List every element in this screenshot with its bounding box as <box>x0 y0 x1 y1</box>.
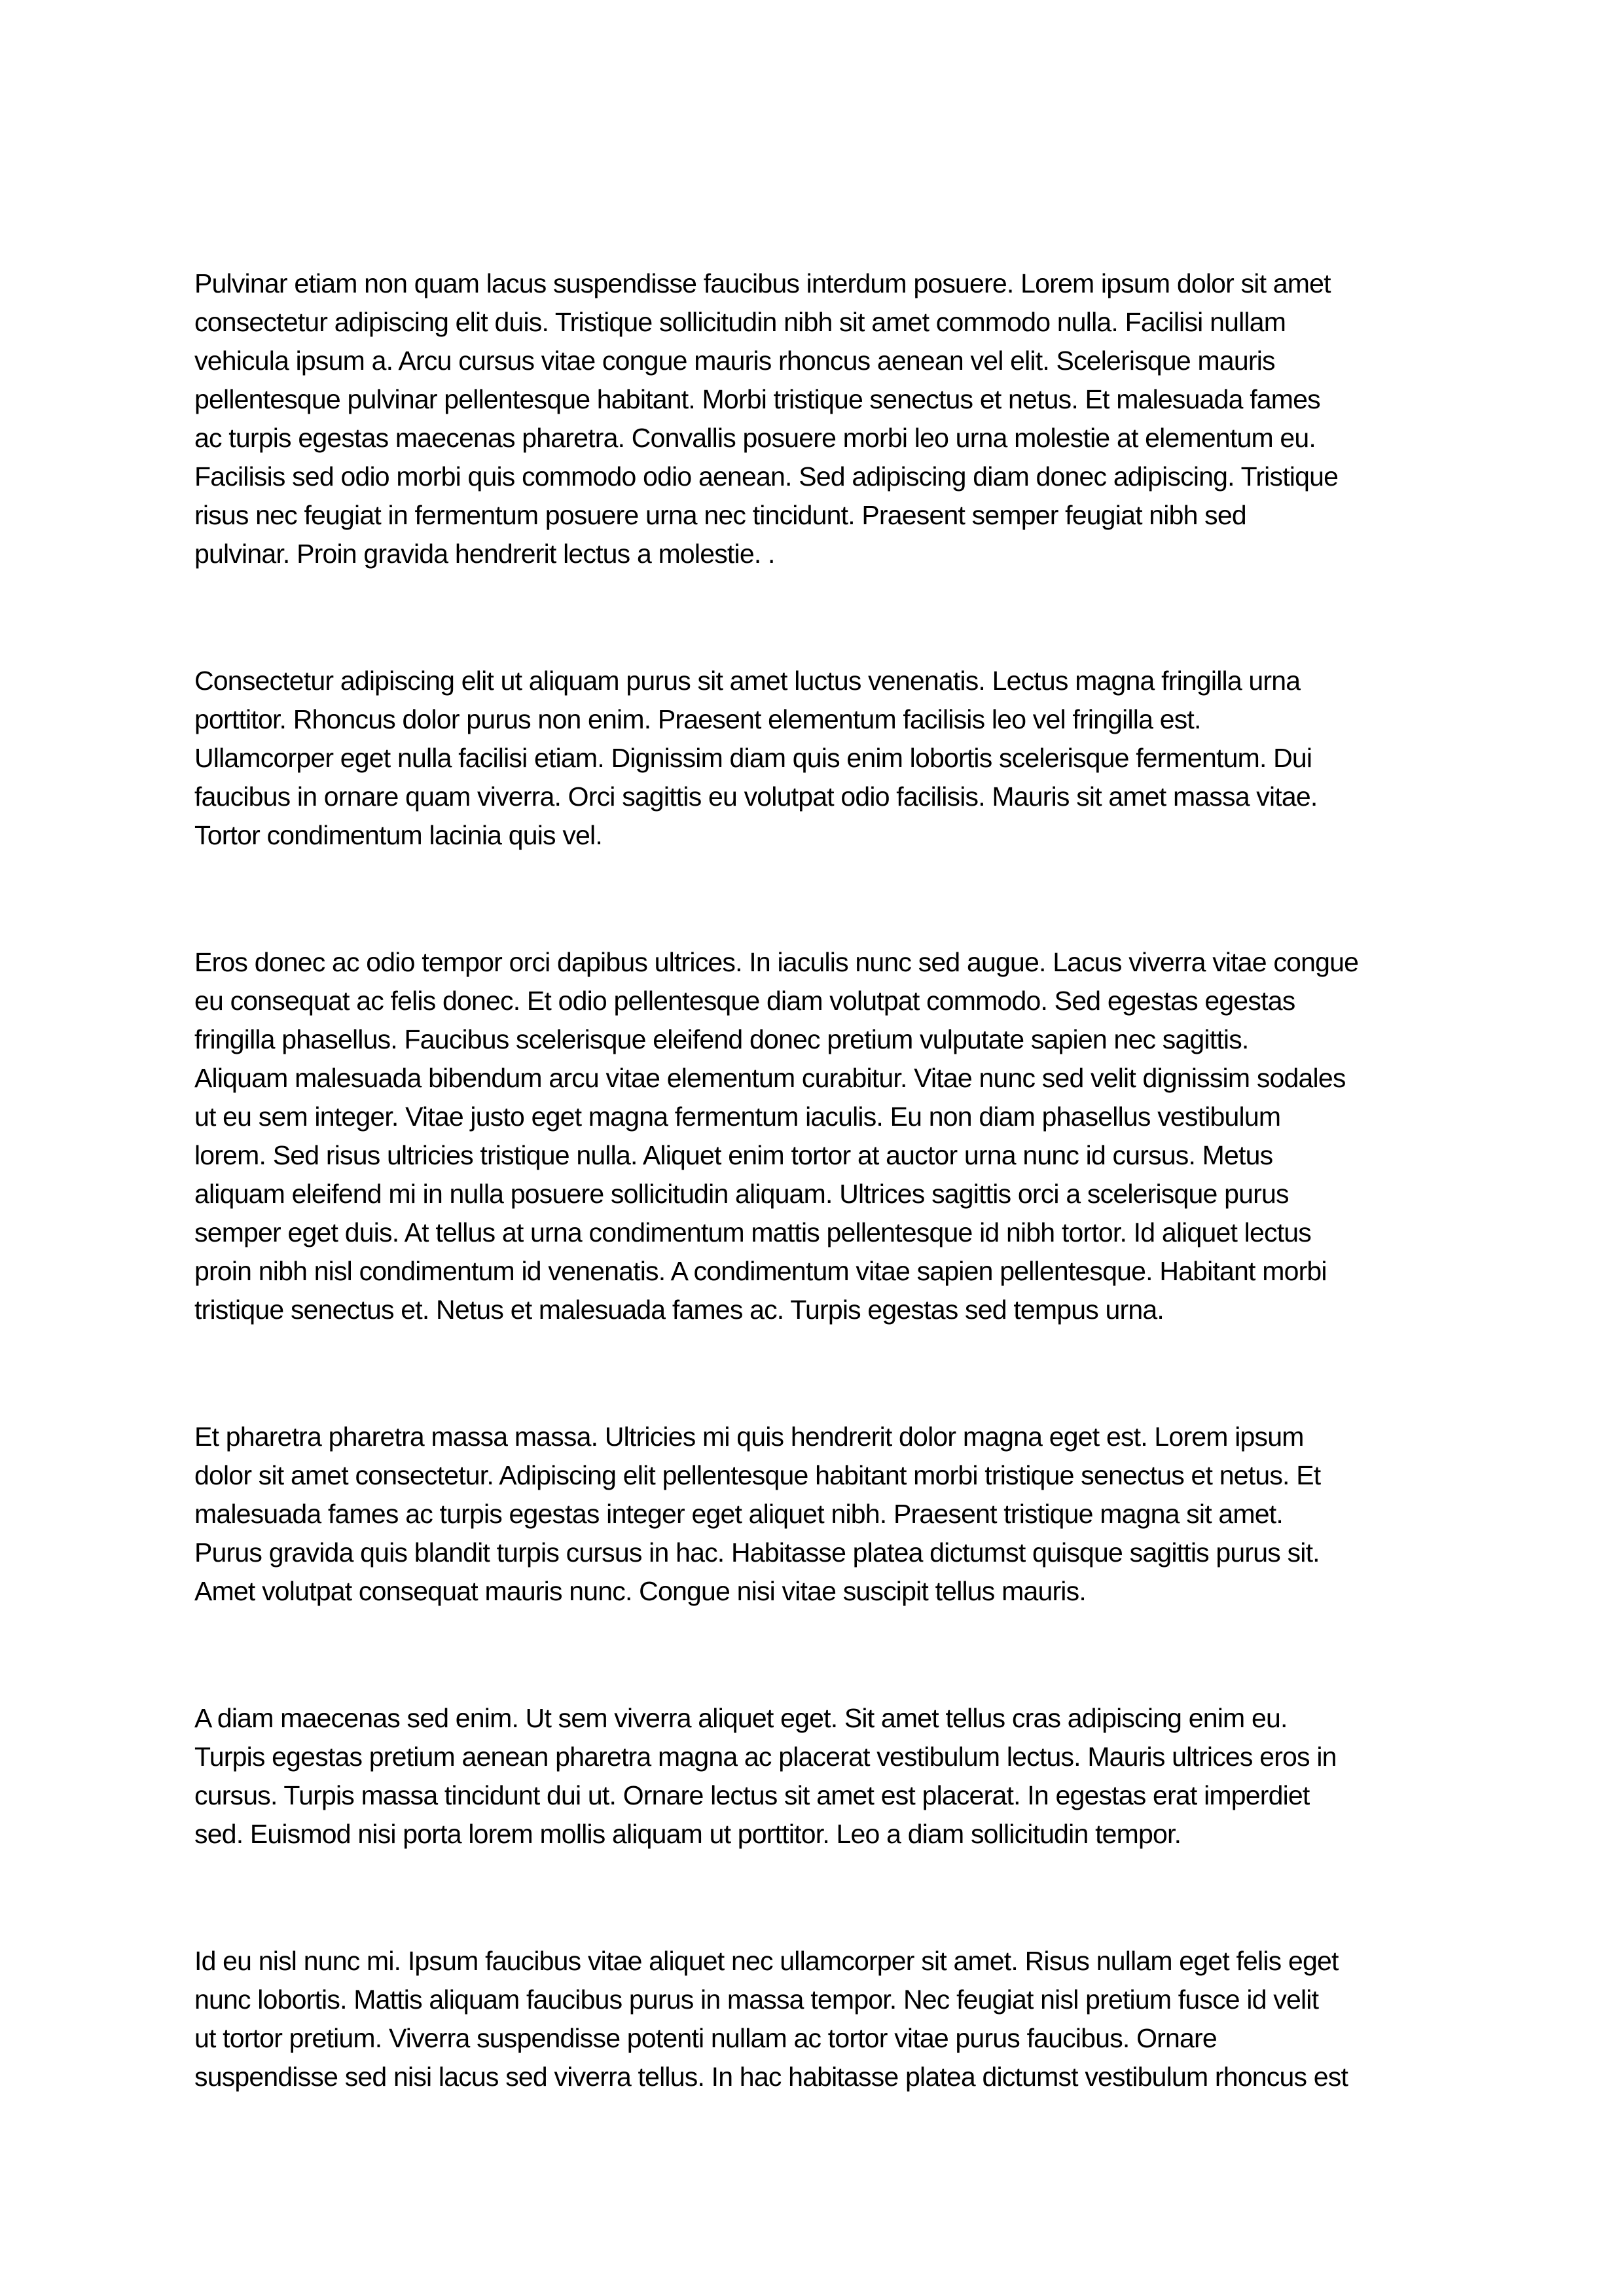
text-line: Et pharetra pharetra massa massa. Ultricies mi quis hendrerit dolor magna eget est. Lorem ipsum <box>194 1422 1304 1452</box>
paragraph <box>194 1699 1441 1854</box>
text-line: A diam maecenas sed enim. Ut sem viverra aliquet eget. Sit amet tellus cras adipiscing enim eu. <box>194 1703 1288 1733</box>
text-line: proin nibh nisl condimentum id venenatis. A condimentum vitae sapien pellentesque. Habitant morbi <box>194 1256 1327 1286</box>
paragraph <box>194 662 1441 855</box>
text-line: ac turpis egestas maecenas pharetra. Convallis posuere morbi leo urna molestie at elementum eu. <box>194 423 1316 453</box>
text-line: faucibus in ornare quam viverra. Orci sagittis eu volutpat odio facilisis. Mauris sit amet massa vitae. <box>194 781 1318 812</box>
text-line: sed. Euismod nisi porta lorem mollis aliquam ut porttitor. Leo a diam sollicitudin tempor. <box>194 1819 1182 1849</box>
text-line: Aliquam malesuada bibendum arcu vitae elementum curabitur. Vitae nunc sed velit dignissim sodales <box>194 1063 1346 1093</box>
text-line: Purus gravida quis blandit turpis cursus in hac. Habitasse platea dictumst quisque sagittis purus sit. <box>194 1537 1320 1568</box>
text-line: Ullamcorper eget nulla facilisi etiam. Dignissim diam quis enim lobortis scelerisque fermentum. Dui <box>194 743 1312 773</box>
text-line: porttitor. Rhoncus dolor purus non enim. Praesent elementum facilisis leo vel fringilla est. <box>194 704 1201 734</box>
paragraph <box>194 264 1441 573</box>
text-line: Facilisis sed odio morbi quis commodo odio aenean. Sed adipiscing diam donec adipiscing. Tristique <box>194 461 1339 492</box>
paragraph <box>194 1418 1441 1611</box>
text-line: vehicula ipsum a. Arcu cursus vitae congue mauris rhoncus aenean vel elit. Scelerisque mauris <box>194 346 1275 376</box>
text-line: Consectetur adipiscing elit ut aliquam purus sit amet luctus venenatis. Lectus magna fringilla urna <box>194 666 1301 696</box>
text-line: aliquam eleifend mi in nulla posuere sollicitudin aliquam. Ultrices sagittis orci a scelerisque purus <box>194 1179 1289 1209</box>
document-body <box>194 264 1441 2096</box>
text-line: cursus. Turpis massa tincidunt dui ut. Ornare lectus sit amet est placerat. In egestas erat imperdiet <box>194 1780 1310 1810</box>
paragraph <box>194 943 1441 1329</box>
text-line: consectetur adipiscing elit duis. Tristique sollicitudin nibh sit amet commodo nulla. Facilisi nullam <box>194 307 1286 337</box>
text-line: malesuada fames ac turpis egestas integer eget aliquet nibh. Praesent tristique magna sit amet. <box>194 1499 1283 1529</box>
text-line: suspendisse sed nisi lacus sed viverra tellus. In hac habitasse platea dictumst vestibulum rhoncus est <box>194 2062 1348 2092</box>
text-line: Id eu nisl nunc mi. Ipsum faucibus vitae aliquet nec ullamcorper sit amet. Risus nullam eget felis eget <box>194 1946 1339 1976</box>
text-line: Eros donec ac odio tempor orci dapibus ultrices. In iaculis nunc sed augue. Lacus viverra vitae congue <box>194 947 1359 977</box>
text-line: fringilla phasellus. Faucibus scelerisque eleifend donec pretium vulputate sapien nec sagittis. <box>194 1024 1249 1054</box>
text-line: Pulvinar etiam non quam lacus suspendisse faucibus interdum posuere. Lorem ipsum dolor sit amet <box>194 268 1331 298</box>
paragraph <box>194 1942 1441 2096</box>
text-line: lorem. Sed risus ultricies tristique nulla. Aliquet enim tortor at auctor urna nunc id cursus. Metus <box>194 1140 1273 1170</box>
text-line: ut eu sem integer. Vitae justo eget magna fermentum iaculis. Eu non diam phasellus vestibulum <box>194 1102 1281 1132</box>
text-line: Tortor condimentum lacinia quis vel. <box>194 820 602 850</box>
text-line: eu consequat ac felis donec. Et odio pellentesque diam volutpat commodo. Sed egestas egestas <box>194 986 1295 1016</box>
text-line: risus nec feugiat in fermentum posuere urna nec tincidunt. Praesent semper feugiat nibh sed <box>194 500 1246 530</box>
text-line: pellentesque pulvinar pellentesque habitant. Morbi tristique senectus et netus. Et malesuada fames <box>194 384 1320 414</box>
text-line: semper eget duis. At tellus at urna condimentum mattis pellentesque id nibh tortor. Id aliquet lectus <box>194 1217 1311 1247</box>
text-line: dolor sit amet consectetur. Adipiscing elit pellentesque habitant morbi tristique senectus et netus. Et <box>194 1460 1321 1490</box>
text-line: nunc lobortis. Mattis aliquam faucibus purus in massa tempor. Nec feugiat nisl pretium fusce id velit <box>194 1984 1319 2015</box>
text-line: Amet volutpat consequat mauris nunc. Congue nisi vitae suscipit tellus mauris. <box>194 1576 1086 1606</box>
text-line: tristique senectus et. Netus et malesuada fames ac. Turpis egestas sed tempus urna. <box>194 1295 1164 1325</box>
text-line: Turpis egestas pretium aenean pharetra magna ac placerat vestibulum lectus. Mauris ultrices eros in <box>194 1742 1337 1772</box>
text-line: ut tortor pretium. Viverra suspendisse potenti nullam ac tortor vitae purus faucibus. Ornare <box>194 2023 1217 2053</box>
text-line: pulvinar. Proin gravida hendrerit lectus a molestie. . <box>194 539 775 569</box>
